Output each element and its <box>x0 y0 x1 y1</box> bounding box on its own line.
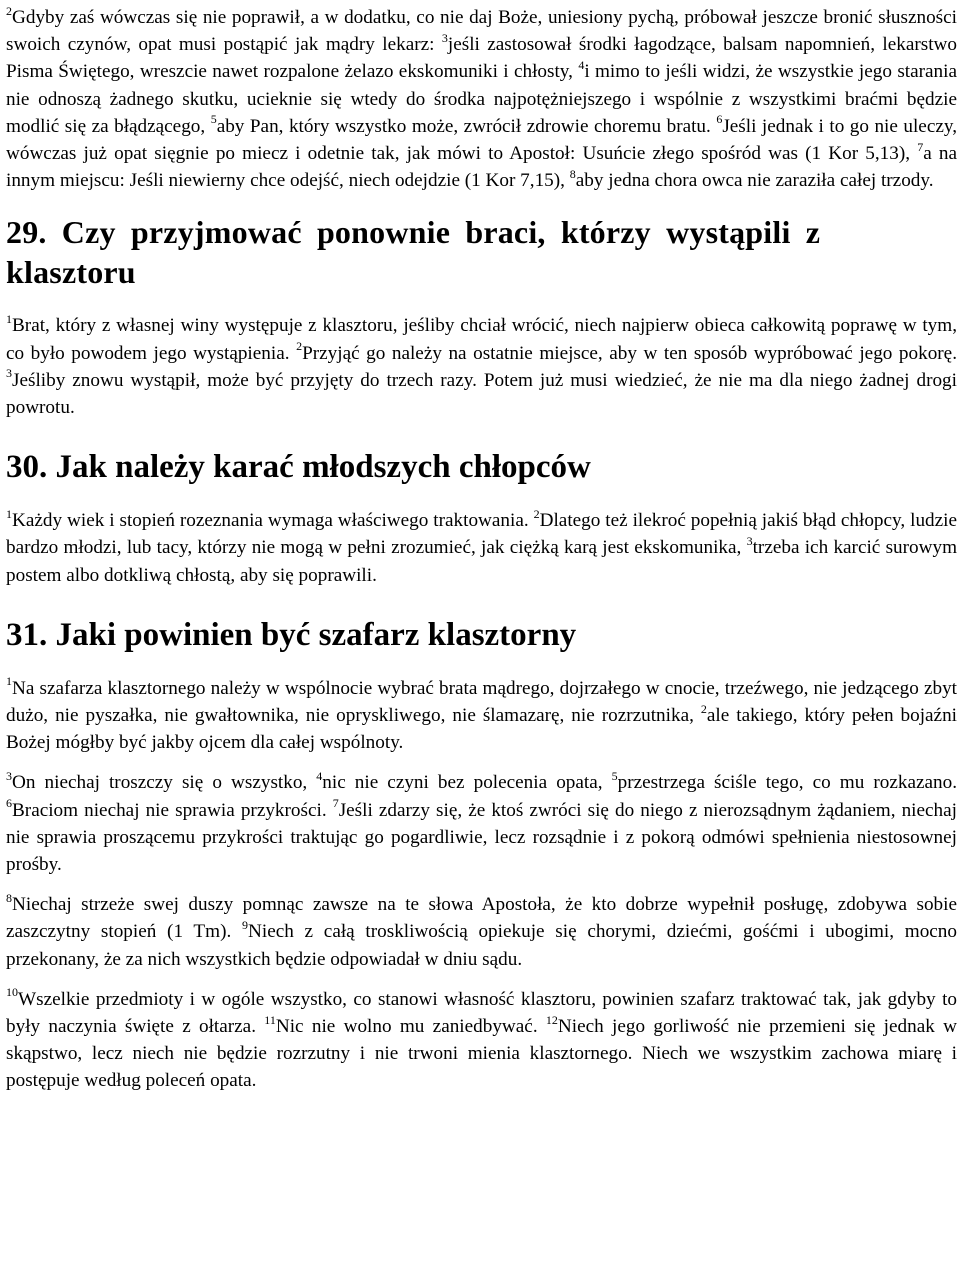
verse-number: 1 <box>6 506 12 521</box>
section-31-paragraph-4 <box>6 986 957 1095</box>
verse-number: 6 <box>716 112 723 127</box>
verse-number: 2 <box>6 3 12 18</box>
verse-number: 7 <box>917 139 924 154</box>
verse-text: Gdyby zaś wówczas się nie poprawił, a w dodatku, co nie daj Boże, uniesiony pychą, próbował jeszcze bronić słuszności swoich czynów, opat musi postąpić jak mądry lekarz: <box>6 7 957 56</box>
verse-number: 4 <box>316 769 323 784</box>
verse-number: 12 <box>545 1012 558 1027</box>
verse-text: Brat, który z własnej winy występuje z klasztoru, jeśliby chciał wrócić, niech najpierw obieca całkowitą poprawę w tym, co było powodem jego wystąpienia. <box>6 315 957 364</box>
verse-number: 5 <box>611 769 618 784</box>
verse-text: Niech z całą troskliwością opiekuje się chorymi, dziećmi, gośćmi i ubogimi, mocno przekonany, że za nich wszystkich będzie odpowiadał w dniu sądu. <box>6 921 957 970</box>
section-31-paragraph-1 <box>6 675 957 757</box>
verse-number: 5 <box>210 112 217 127</box>
verse-number: 2 <box>296 339 303 354</box>
verse-text: nic nie czyni bez polecenia opata, <box>322 772 612 794</box>
verse-text: Niechaj strzeże swej duszy pomnąc zawsze na te słowa Apostoła, że kto dobrze wypełnił posługę, zdobywa sobie zaszczytny stopień (1 Tm). <box>6 894 957 943</box>
verse-text: Wszelkie przedmioty i w ogóle wszystko, co stanowi własność klasztoru, powinien szafarz traktować tak, jak gdyby to były naczynia święte z ołtarza. <box>6 988 957 1038</box>
verse-number: 3 <box>6 769 12 784</box>
verse-text: On niechaj troszczy się o wszystko, <box>12 772 317 794</box>
section-heading-30: 30. Jak należy karać młodszych chłopców <box>6 449 591 486</box>
verse-number: 1 <box>6 674 12 689</box>
verse-text: i mimo to jeśli widzi, że wszystkie jego starania nie odnoszą żadnego skutku, ucieknie się wtedy do środka najpotężniejszego i wspólnie z wszystkimi braćmi będzie modlić się za błądzącego, <box>6 61 957 137</box>
verse-number: 4 <box>578 58 585 73</box>
verse-text: Przyjąć go należy na ostatnie miejsce, aby w ten sposób wypróbować jego pokorę. <box>302 342 957 364</box>
intro-paragraph <box>6 4 957 194</box>
verse-text: przestrzega ściśle tego, co mu rozkazano. <box>617 772 957 794</box>
verse-number: 10 <box>6 985 18 1000</box>
verse-number: 9 <box>242 918 248 933</box>
verse-text: Nic nie wolno mu zaniedbywać. <box>275 1016 546 1038</box>
verse-number: 7 <box>332 796 339 811</box>
verse-text: Jeśliby znowu wystąpił, może być przyjęty do trzech razy. Potem już musi wiedzieć, że nie ma dla niego żadnej drogi powrotu. <box>6 369 957 419</box>
verse-text: Niech jego gorliwość nie przemieni się jednak w skąpstwo, lecz niech nie będzie rozrzutny i nie trwoni mienia klasztornego. Niech we wszystkim zachowa miarę i postępuje według poleceń opata. <box>6 1016 957 1092</box>
section-31-paragraph-2 <box>6 769 957 878</box>
verse-text: Na szafarza klasztornego należy w wspólnocie wybrać brata mądrego, dojrzałego w cnocie, trzeźwego, nie jedzącego zbyt dużo, nie pyszałka, nie gwałtownika, nie opryskliwego, nie ślamazarę, nie rozrzutnika, <box>6 677 957 727</box>
section-31-paragraph-3 <box>6 891 957 973</box>
verse-text: ale takiego, który pełen bojaźni Bożej mógłby być jakby ojcem dla całej wspólnoty. <box>6 705 957 754</box>
verse-text: Dlatego też ilekroć popełnią jakiś błąd chłopcy, ludzie bardzo młodzi, lub tacy, którzy nie mogą w pełni zrozumieć, jak ciężką karą jest ekskomunika, <box>6 510 958 559</box>
verse-number: 8 <box>569 166 576 181</box>
verse-text: aby jedna chora owca nie zaraziła całej trzody. <box>575 170 934 192</box>
verse-number: 2 <box>700 701 707 716</box>
section-heading-31: 31. Jaki powinien być szafarz klasztorny <box>6 616 577 653</box>
verse-number: 8 <box>6 890 12 905</box>
verse-number: 1 <box>6 312 12 327</box>
verse-text: Każdy wiek i stopień rozeznania wymaga właściwego traktowania. <box>12 510 534 532</box>
verse-number: 3 <box>441 30 448 45</box>
verse-number: 2 <box>533 506 540 521</box>
verse-number: 11 <box>264 1012 276 1027</box>
verse-text: Jeśli zdarzy się, że ktoś zwróci się do niego z nierozsądnym żądaniem, niechaj nie sprawia proszącemu przykrości traktując go pogardliwie, lecz rozsądnie i z pokorą odmówi spełnienia niestosownej prośby. <box>6 799 957 876</box>
verse-number: 3 <box>6 366 12 381</box>
section-heading-29: 29. Czy przyjmować ponownie braci, którzy wystąpili z klasztoru <box>6 214 821 291</box>
section-29-paragraph <box>6 312 957 421</box>
verse-number: 6 <box>6 796 12 811</box>
verse-text: a na innym miejscu: Jeśli niewierny chce odejść, niech odejdzie (1 Kor 7,15), <box>6 143 957 192</box>
verse-text: Jeśli jednak i to go nie uleczy, wówczas już opat sięgnie po miecz i odetnie tak, jak mówi to Apostoł: Usuńcie złego spośród was (1 Kor 5,13), <box>6 115 957 165</box>
section-30-paragraph <box>6 507 957 589</box>
verse-text: aby Pan, który wszystko może, zwrócił zdrowie choremu bratu. <box>216 115 717 137</box>
verse-text: trzeba ich karcić surowym postem albo dotkliwą chłostą, aby się poprawili. <box>6 537 957 586</box>
verse-text: jeśli zastosował środki łagodzące, balsam napomnień, lekarstwo Pisma Świętego, wreszcie nawet rozpalone żelazo ekskomuniki i chłosty, <box>6 34 958 83</box>
verse-text: Braciom niechaj nie sprawia przykrości. <box>12 799 333 821</box>
verse-number: 3 <box>746 534 753 549</box>
